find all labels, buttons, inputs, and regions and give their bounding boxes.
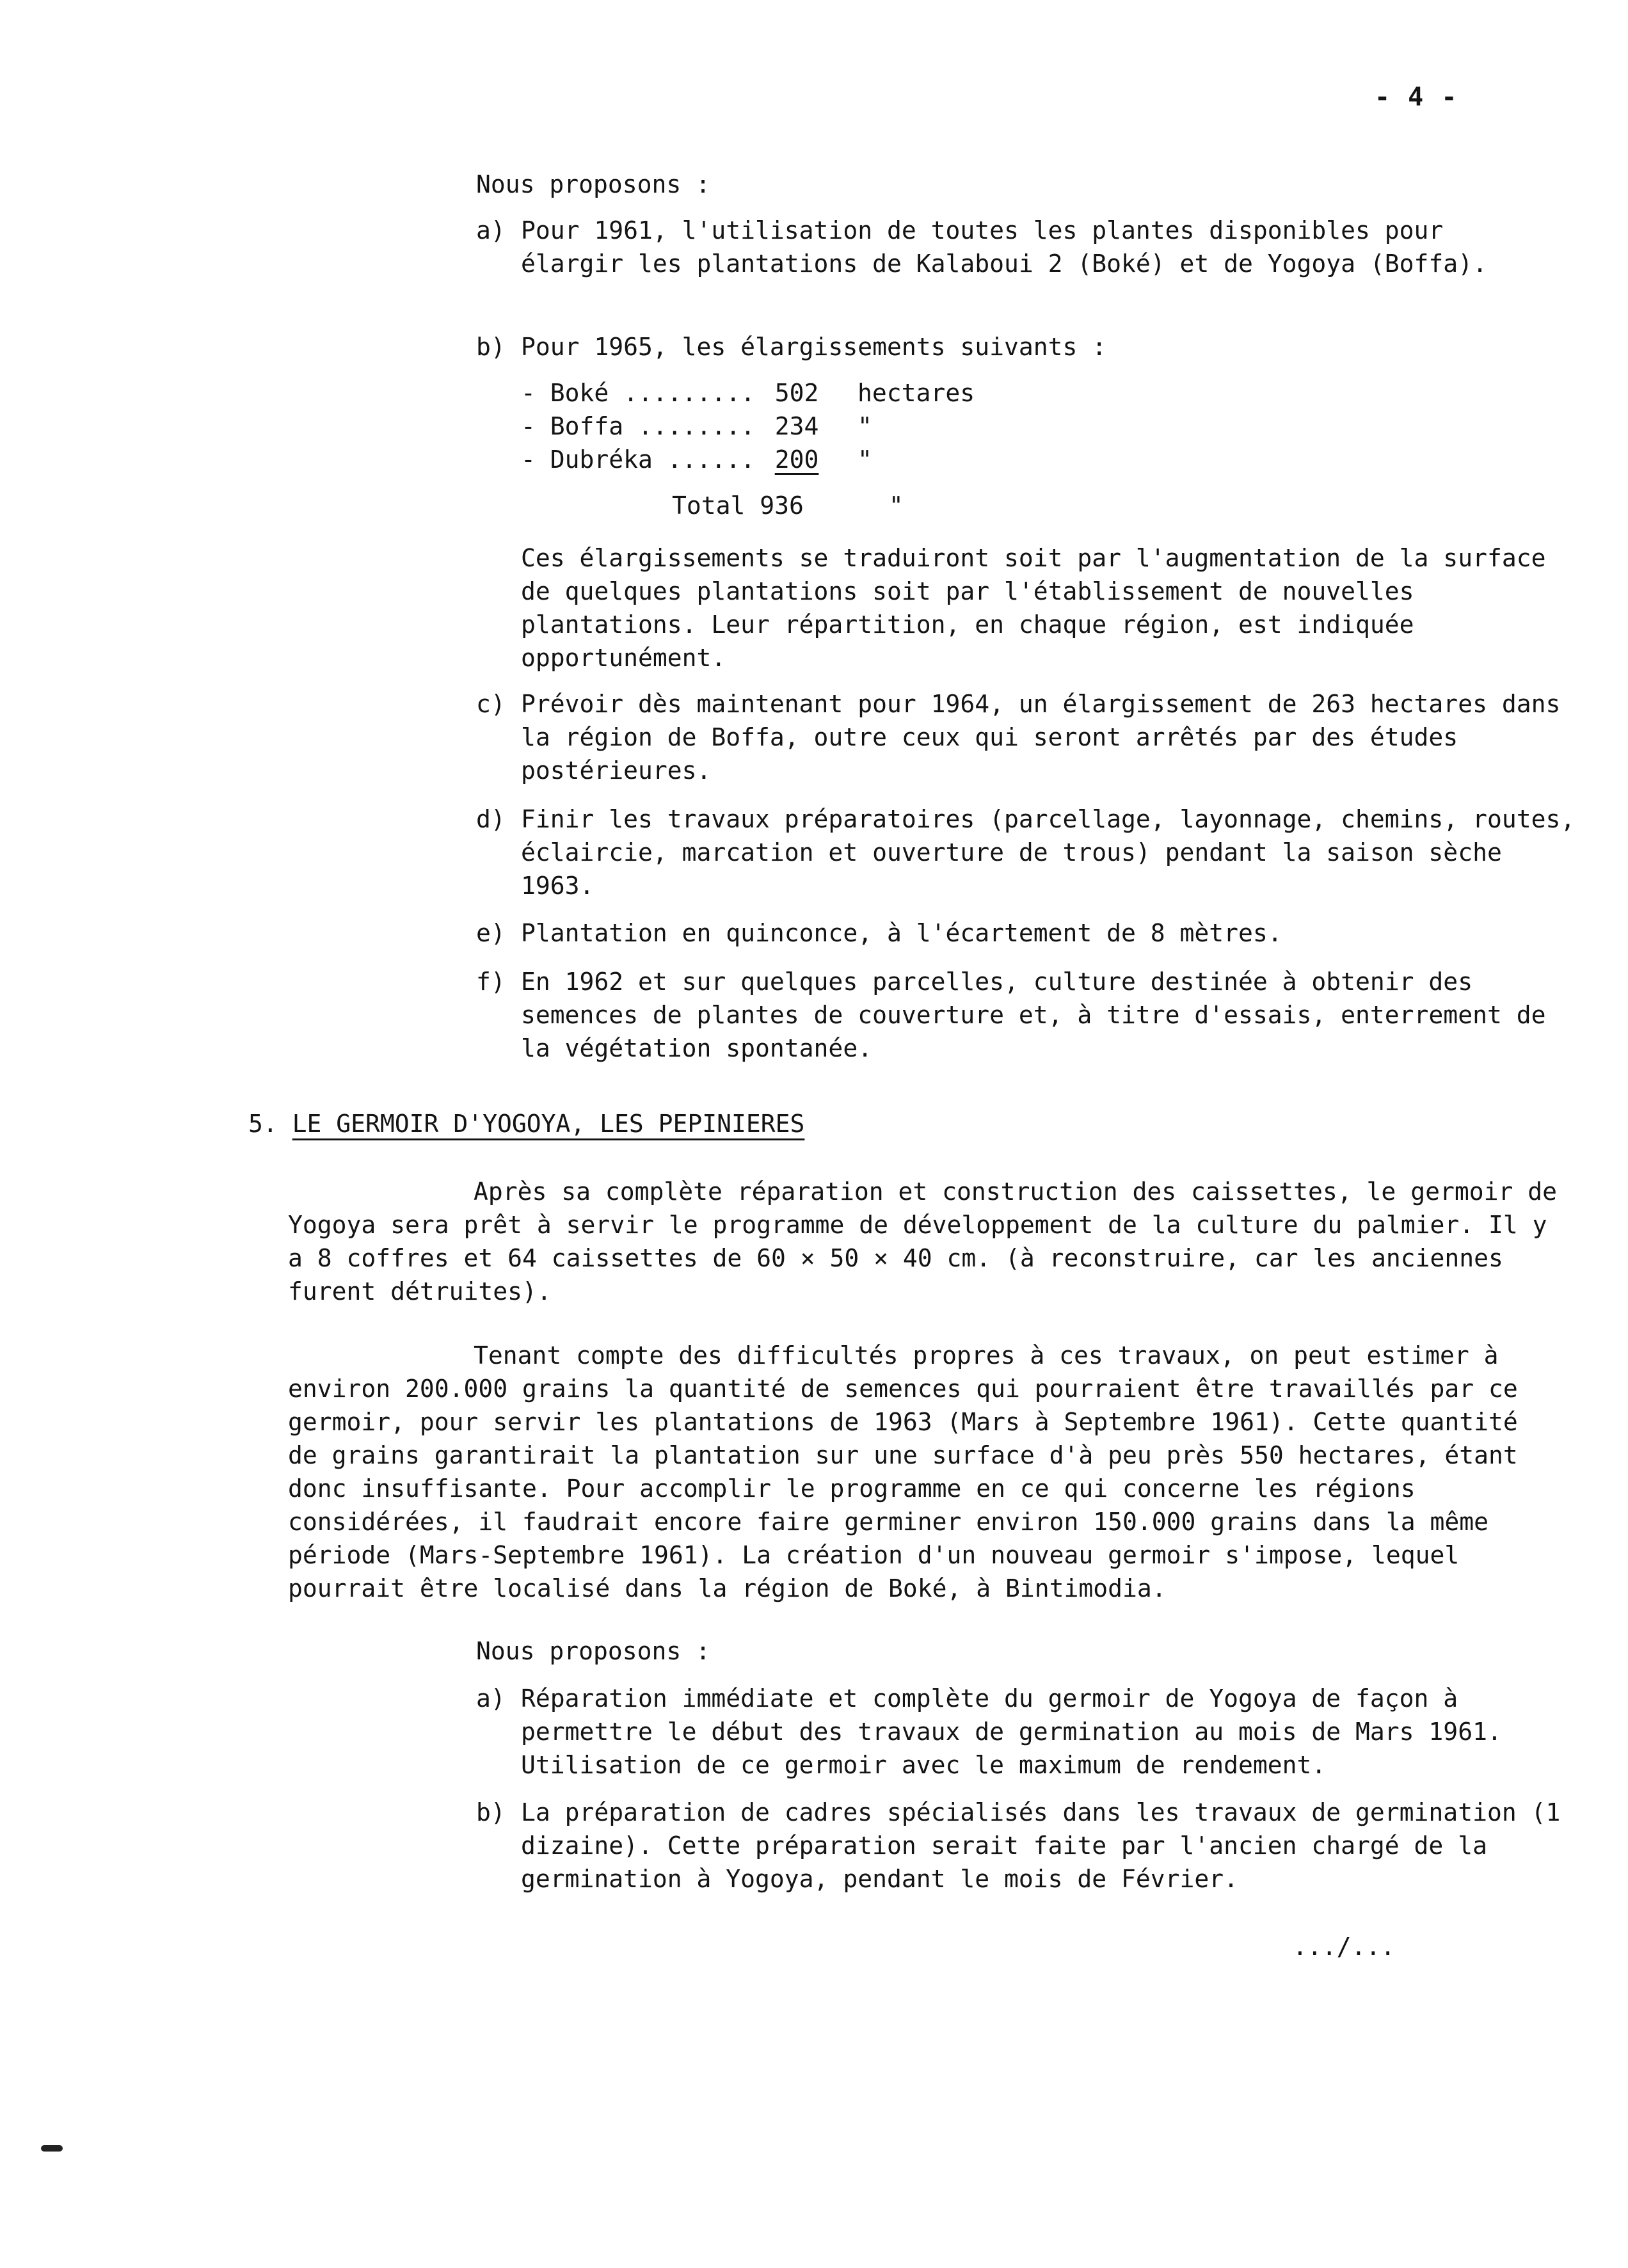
total-label: Total — [672, 491, 746, 520]
list-item — [521, 443, 986, 476]
item-marker: a) — [476, 216, 506, 244]
item-text: Réparation immédiate et complète du germoir de Yogoya de façon à permettre le début des travaux de germination au mois de Mars 1961. Utilisation de ce germoir avec le maximum de rendement. — [521, 1684, 1517, 1779]
item-text: Plantation en quinconce, à l'écartement de 8 mètres. — [521, 919, 1282, 947]
item-text: En 1962 et sur quelques parcelles, culture destinée à obtenir des semences de plantes de couverture et, à titre d'essais, enterrement de la végétation spontanée. — [521, 968, 1561, 1062]
proposals-intro: Nous proposons : — [476, 1637, 711, 1665]
expansion-list — [521, 376, 986, 476]
total-value: 936 — [760, 491, 804, 520]
proposals-intro: Nous proposons : — [476, 170, 711, 198]
list-value: 234 — [774, 412, 819, 440]
section-paragraph: Après sa complète réparation et construction des caissettes, le germoir de Yogoya sera prêt à servir le programme de développement de la culture du palmier. Il y a 8 coffres et 64 caissettes de 60 × 50 × 40 cm. (à reconstruire, car les anciennes furent détruites). — [288, 1178, 1572, 1306]
proposal-item-d — [476, 803, 1590, 902]
proposal-item-f — [476, 965, 1590, 1065]
item-marker: d) — [476, 805, 506, 833]
item-marker: c) — [476, 690, 506, 718]
list-label: - Dubréka ...... — [521, 445, 756, 474]
expansion-note: Ces élargissements se traduiront soit par l'augmentation de la surface de quelques plantations soit par l'établissement de nouvelles plantations. Leur répartition, en chaque région, est indiquée opportunément. — [521, 544, 1561, 672]
item-marker: b) — [476, 333, 506, 361]
item-marker: f) — [476, 968, 506, 996]
item-text: Finir les travaux préparatoires (parcellage, layonnage, chemins, routes, éclaircie, marcation et ouverture de trous) pendant la saison sèche 1963. — [521, 805, 1590, 900]
page-number: - 4 - — [1375, 83, 1458, 112]
section-number: 5. — [248, 1110, 278, 1138]
total-unit: " — [888, 491, 904, 520]
list-label: - Boffa ........ — [521, 412, 756, 440]
proposal-item-e — [476, 916, 1590, 950]
section-paragraph: Tenant compte des difficultés propres à ces travaux, on peut estimer à environ 200.000 grains la quantité de semences qui pourraient être travaillés par ce germoir, pour servir les plantations de 1963 (Mars à Septembre 1961). Cette quantité de grains garantirait la plantation sur une surface d'à peu près 550 hectares, étant donc insuffisante. Pour accomplir le programme en ce qui concerne les régions considérées, il faudrait encore faire germiner environ 150.000 grains dans la même période (Mars-Septembre 1961). La création d'un nouveau germoir s'impose, lequel pourrait être localisé dans la région de Boké, à Bintimodia. — [288, 1341, 1533, 1602]
item-text: Prévoir dès maintenant pour 1964, un élargissement de 263 hectares dans la région de Boffa, outre ceux qui seront arrêtés par des études postérieures. — [521, 690, 1576, 785]
section-heading — [248, 1107, 804, 1140]
item-text: Pour 1965, les élargissements suivants : — [521, 333, 1107, 361]
list-unit: " — [858, 445, 872, 474]
list-item — [521, 410, 986, 443]
proposal-item-a — [476, 214, 1590, 280]
item-marker: e) — [476, 919, 506, 947]
proposal-item-b — [476, 1796, 1590, 1896]
list-value: 200 — [774, 445, 819, 474]
proposal-item-c — [476, 687, 1590, 787]
item-text: La préparation de cadres spécialisés dans les travaux de germination (1 dizaine). Cette préparation serait faite par l'ancien chargé de la germination à Yogoya, pendant le mois de Février. — [521, 1798, 1576, 1893]
margin-mark — [41, 2145, 63, 2152]
list-unit: hectares — [858, 379, 975, 407]
list-value: 502 — [774, 379, 819, 407]
list-label: - Boké ......... — [521, 379, 756, 407]
continuation-mark: .../... — [1293, 1933, 1396, 1961]
item-marker: b) — [476, 1798, 506, 1826]
proposal-item-a — [476, 1682, 1590, 1782]
item-marker: a) — [476, 1684, 506, 1713]
list-item — [521, 376, 986, 410]
expansion-total — [672, 489, 904, 522]
proposal-item-b — [476, 330, 1590, 363]
section-title: LE GERMOIR D'YOGOYA, LES PEPINIERES — [292, 1110, 805, 1138]
item-text: Pour 1961, l'utilisation de toutes les plantes disponibles pour élargir les plantations de Kalaboui 2 (Boké) et de Yogoya (Boffa). — [521, 216, 1487, 278]
list-unit: " — [858, 412, 872, 440]
